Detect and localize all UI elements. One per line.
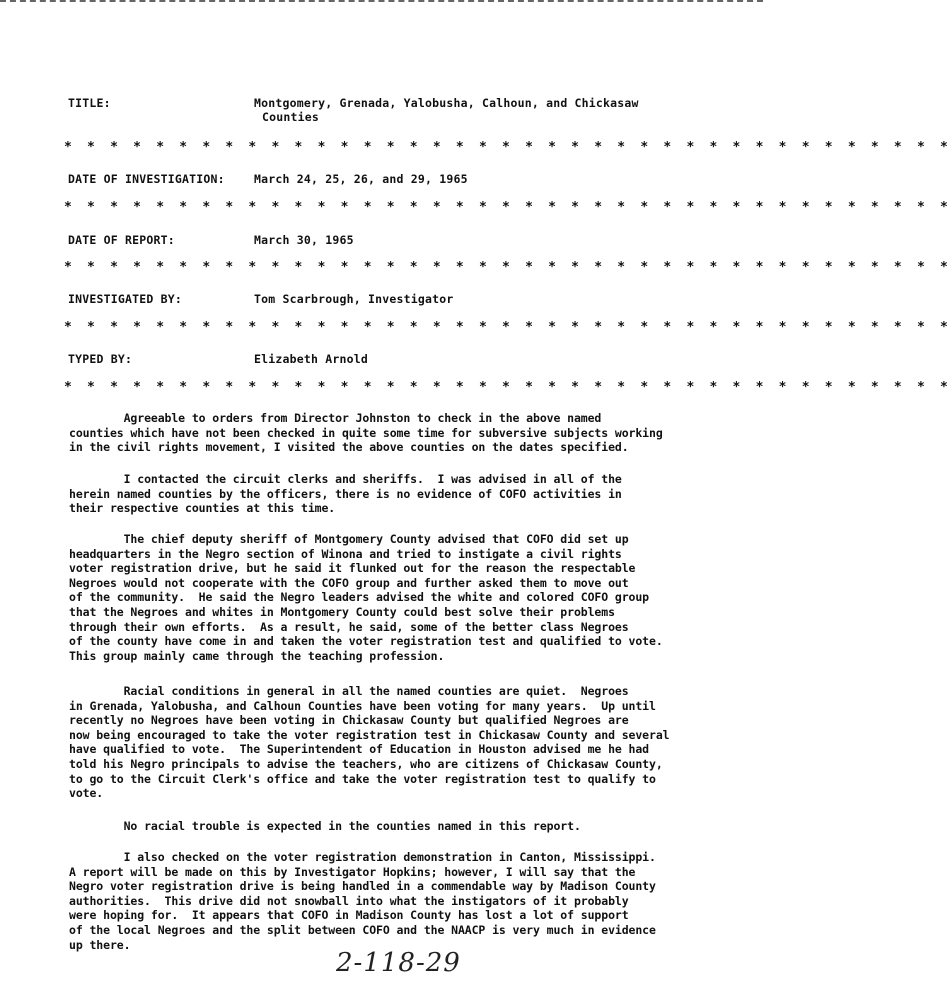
- typed-by-value: Elizabeth Arnold: [254, 352, 368, 366]
- investigated-by-label: INVESTIGATED BY:: [68, 292, 182, 306]
- separator-3: * * * * * * * * * * * * * * * * * * * * * * * * * * * * * * * * * * * * * * *: [64, 260, 952, 275]
- title-line-2: Counties: [262, 110, 319, 124]
- separator-2: * * * * * * * * * * * * * * * * * * * * * * * * * * * * * * * * * * * * * * *: [64, 200, 952, 215]
- title-row: [68, 96, 639, 124]
- separator-5: * * * * * * * * * * * * * * * * * * * * * * * * * * * * * * * * * * * * * * *: [64, 380, 952, 395]
- separator-4: * * * * * * * * * * * * * * * * * * * * * * * * * * * * * * * * * * * * * * *: [64, 320, 952, 335]
- report-date-label: DATE OF REPORT:: [68, 233, 175, 247]
- paragraph-5: No racial trouble is expected in the counties named in this report.: [69, 819, 581, 833]
- paragraph-3: The chief deputy sheriff of Montgomery County advised that COFO did set up headquarters in the Negro section of Winona and tried to instigate a civil rights voter registration drive, but he said it flunked out for the reason the respectable Negroes would not cooperate with the COFO group and further asked them to move out of the community. He said the Negro leaders advised the white and colored COFO group that the Negroes and whites in Montgomery County could best solve their problems through their own efforts. As a result, he said, some of the better class Negroes of the county have come in and taken the voter registration test and qualified to vote. This group mainly came through the teaching profession.: [69, 532, 663, 663]
- investigation-date-value: March 24, 25, 26, and 29, 1965: [254, 172, 468, 186]
- report-date-row: [68, 233, 354, 247]
- scan-edge-line: [0, 0, 763, 8]
- title-line-1: Montgomery, Grenada, Yalobusha, Calhoun, and Chickasaw: [254, 96, 639, 110]
- paragraph-4: Racial conditions in general in all the named counties are quiet. Negroes in Grenada, Yalobusha, and Calhoun Counties have been voting for many years. Up until recently no Negroes have been voting in Chickasaw County but qualified Negroes are now being encouraged to take the voter registration test in Chickasaw County and several have qualified to vote. The Superintendent of Education in Houston advised me he had told his Negro principals to advise the teachers, who are citizens of Chickasaw County, to go to the Circuit Clerk's office and take the voter registration test to qualify to vote.: [69, 684, 670, 801]
- paragraph-1: Agreeable to orders from Director Johnston to check in the above named counties which have not been checked in quite some time for subversive subjects working in the civil rights movement, I visited the above counties on the dates specified.: [69, 411, 663, 455]
- typed-by-row: [68, 352, 368, 366]
- investigation-date-label: DATE OF INVESTIGATION:: [68, 172, 225, 186]
- investigated-by-value: Tom Scarbrough, Investigator: [254, 292, 454, 306]
- paragraph-2: I contacted the circuit clerks and sheriffs. I was advised in all of the herein named counties by the officers, there is no evidence of COFO activities in their respective counties at this time.: [69, 472, 622, 516]
- investigation-date-row: [68, 172, 468, 186]
- title-value: [254, 96, 639, 124]
- separator-1: * * * * * * * * * * * * * * * * * * * * * * * * * * * * * * * * * * * * * * *: [64, 140, 952, 155]
- handwritten-file-number: 2-118-29: [336, 948, 461, 978]
- investigated-by-row: [68, 292, 453, 306]
- report-date-value: March 30, 1965: [254, 233, 354, 247]
- paragraph-6: I also checked on the voter registration demonstration in Canton, Mississippi. A report will be made on this by Investigator Hopkins; however, I will say that the Negro voter registration drive is being handled in a commendable way by Madison County authorities. This drive did not snowball into what the instigators of it probably were hoping for. It appears that COFO in Madison County has lost a lot of support of the local Negroes and the split between COFO and the NAACP is very much in evidence up there.: [69, 850, 656, 952]
- title-label: TITLE:: [68, 96, 111, 110]
- typed-by-label: TYPED BY:: [68, 352, 133, 366]
